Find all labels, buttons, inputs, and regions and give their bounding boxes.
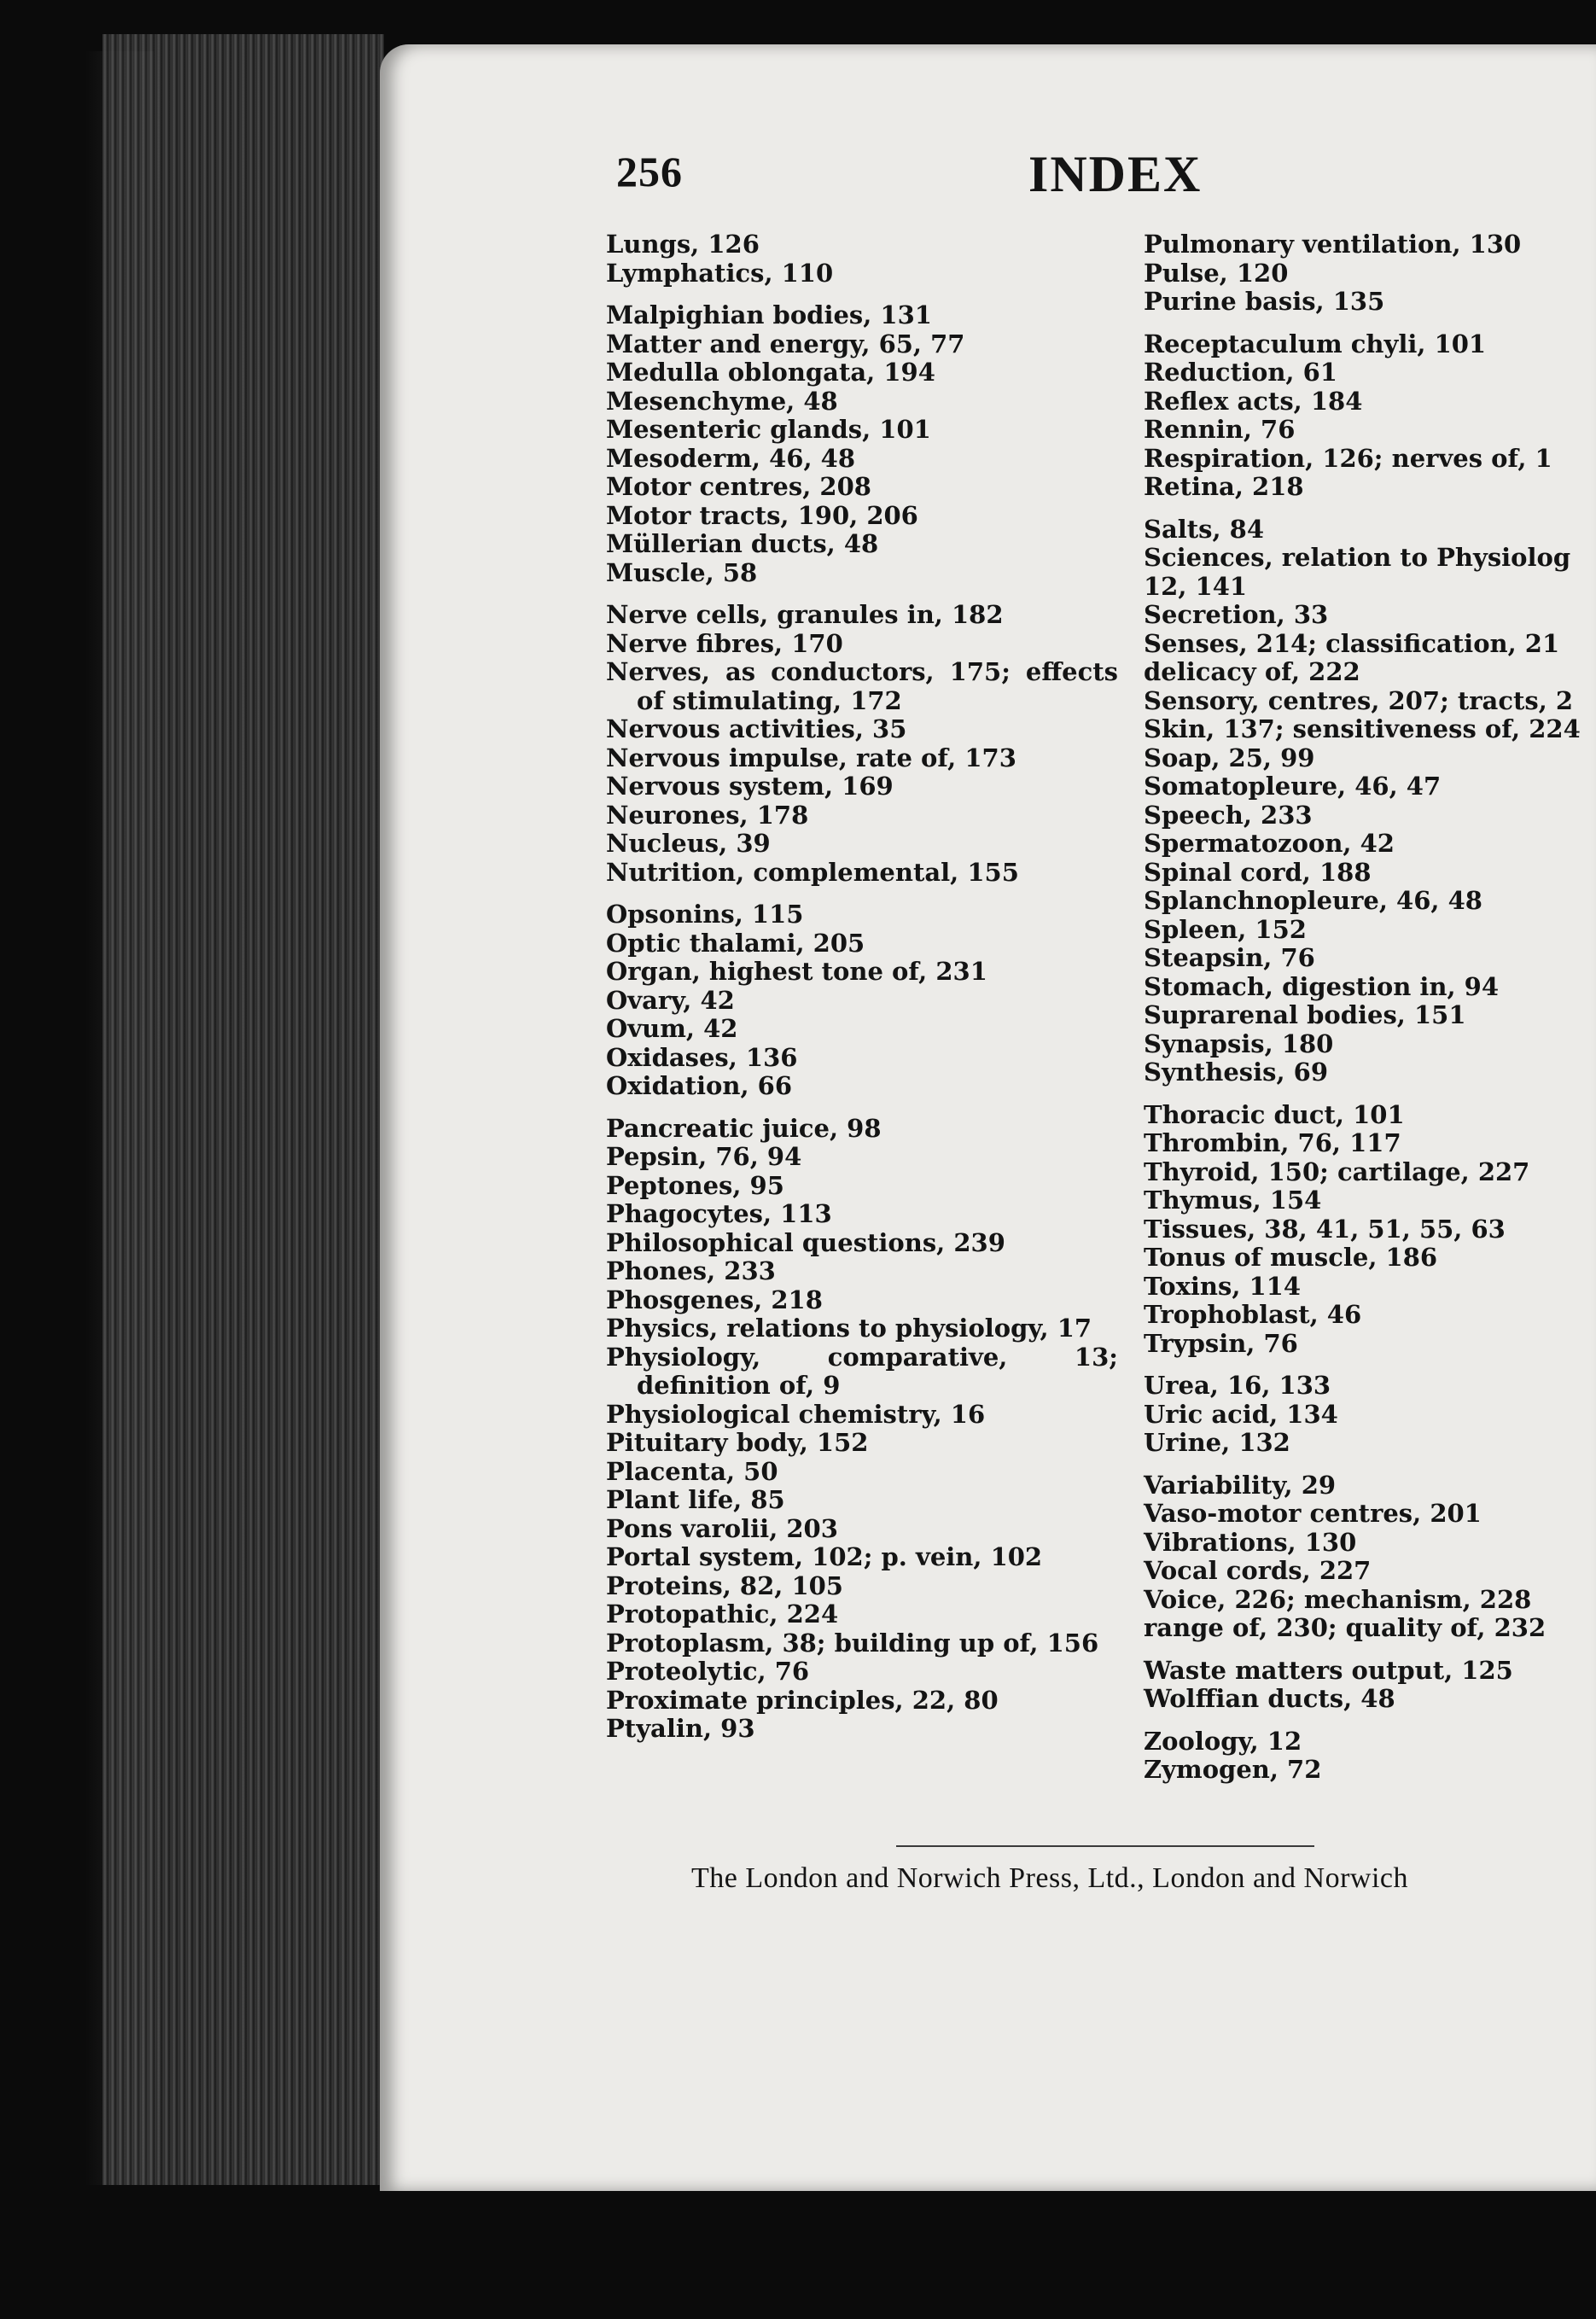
index-entry: Variability, 29 (1144, 1470, 1337, 1500)
index-entry: Senses, 214; classification, 21 (1144, 628, 1560, 658)
index-entry: Vibrations, 130 (1144, 1527, 1357, 1557)
index-entry: Zoology, 12 (1144, 1726, 1302, 1756)
index-entry: Oxidation, 66 (606, 1071, 793, 1100)
index-entry: Sciences, relation to Physiolog (1144, 543, 1571, 572)
index-entry: Receptaculum chyli, 101 (1144, 329, 1487, 358)
index-entry: Rennin, 76 (1144, 415, 1296, 444)
index-entry: Physiological chemistry, 16 (606, 1399, 986, 1429)
index-entry: Medulla oblongata, 194 (606, 358, 935, 387)
index-column-left (606, 230, 1118, 1757)
index-entry: Respiration, 126; nerves of, 1 (1144, 443, 1552, 473)
index-entry: Spermatozoon, 42 (1144, 829, 1395, 858)
index-entry: Synapsis, 180 (1144, 1028, 1334, 1058)
index-entry: Retina, 218 (1144, 472, 1304, 501)
index-entry: Proteins, 82, 105 (606, 1570, 843, 1600)
index-entry: Thrombin, 76, 117 (1144, 1128, 1401, 1157)
index-entry: Ptyalin, 93 (606, 1714, 755, 1743)
index-entry: Matter and energy, 65, 77 (606, 329, 965, 358)
index-entry: Nervous impulse, rate of, 173 (606, 743, 1016, 772)
index-entry: Nervous system, 169 (606, 772, 894, 801)
index-entry: Oxidases, 136 (606, 1042, 798, 1072)
index-entry: Malpighian bodies, 131 (606, 300, 932, 329)
index-entry: Organ, highest tone of, 231 (606, 957, 987, 986)
index-entry: Phagocytes, 113 (606, 1199, 832, 1228)
printer-imprint: The London and Norwich Press, Ltd., London and Norwich (691, 1862, 1409, 1894)
index-entry: Physics, relations to physiology, 17 (606, 1314, 1092, 1343)
index-entry: Nucleus, 39 (606, 829, 771, 858)
index-entry: Reflex acts, 184 (1144, 386, 1363, 416)
index-entry: Peptones, 95 (606, 1170, 784, 1200)
index-entry: Mesenteric glands, 101 (606, 415, 931, 444)
index-entry: Nervous activities, 35 (606, 714, 907, 743)
index-entry: Portal system, 102; p. vein, 102 (606, 1542, 1043, 1571)
book-page (380, 44, 1596, 2191)
index-entry: Nerves, as conductors, 175; effects of stimulating, 172 (606, 657, 1118, 715)
index-entry: Motor centres, 208 (606, 472, 871, 501)
index-entry: Sensory, centres, 207; tracts, 2 (1144, 685, 1574, 715)
index-entry: Lymphatics, 110 (606, 258, 834, 288)
index-entry: Suprarenal bodies, 151 (1144, 1000, 1466, 1029)
index-entry: Salts, 84 (1144, 514, 1265, 544)
book-fore-edge (102, 34, 384, 2185)
index-entry: Speech, 233 (1144, 800, 1313, 830)
index-letter-group (1144, 1728, 1596, 1785)
index-entry: Zymogen, 72 (1144, 1755, 1322, 1784)
index-entry: Optic thalami, 205 (606, 928, 865, 958)
index-entry: Purine basis, 135 (1144, 287, 1385, 316)
page-title: INDEX (1028, 146, 1203, 202)
index-entry: Steapsin, 76 (1144, 943, 1315, 972)
index-entry: Synthesis, 69 (1144, 1058, 1329, 1087)
index-entry: Protoplasm, 38; building up of, 156 (606, 1628, 1099, 1658)
index-entry: Trophoblast, 46 (1144, 1300, 1362, 1329)
index-entry: Thyroid, 150; cartilage, 227 (1144, 1157, 1530, 1186)
index-entry: Vaso-motor centres, 201 (1144, 1499, 1482, 1528)
index-letter-group (1144, 1657, 1596, 1714)
index-entry: Tonus of muscle, 186 (1144, 1243, 1438, 1272)
index-letter-group (606, 1115, 1118, 1744)
index-entry: Mesoderm, 46, 48 (606, 443, 856, 473)
index-entry: Secretion, 33 (1144, 600, 1329, 629)
index-entry: delicacy of, 222 (1144, 657, 1360, 686)
index-entry: Nerve fibres, 170 (606, 628, 843, 658)
index-letter-group (606, 900, 1118, 1101)
index-entry: Soap, 25, 99 (1144, 743, 1315, 772)
index-entry: Placenta, 50 (606, 1456, 778, 1486)
index-entry: Somatopleure, 46, 47 (1144, 772, 1442, 801)
index-entry: Pituitary body, 152 (606, 1428, 869, 1457)
index-entry: Proximate principles, 22, 80 (606, 1685, 999, 1715)
index-entry: Philosophical questions, 239 (606, 1227, 1005, 1257)
page-number: 256 (616, 148, 683, 195)
index-entry: Trypsin, 76 (1144, 1328, 1298, 1358)
index-entry: Pancreatic juice, 98 (606, 1113, 882, 1143)
index-entry: Plant life, 85 (606, 1485, 785, 1514)
index-entry: Spinal cord, 188 (1144, 857, 1372, 887)
index-entry: Voice, 226; mechanism, 228 (1144, 1584, 1532, 1614)
index-entry: Proteolytic, 76 (606, 1657, 810, 1686)
index-entry: Lungs, 126 (606, 230, 760, 259)
index-entry: Nutrition, complemental, 155 (606, 857, 1019, 887)
index-letter-group (1144, 1101, 1596, 1359)
index-entry: Physiology, comparative, 13; definition of, 9 (606, 1342, 1118, 1400)
index-entry: Neurones, 178 (606, 800, 809, 830)
index-entry: Vocal cords, 227 (1144, 1556, 1372, 1585)
index-entry: Opsonins, 115 (606, 900, 804, 929)
index-entry: Pulmonary ventilation, 130 (1144, 230, 1522, 259)
index-entry: Muscle, 58 (606, 557, 758, 587)
index-letter-group (1144, 516, 1596, 1087)
index-entry: Toxins, 114 (1144, 1271, 1302, 1301)
index-letter-group (606, 301, 1118, 587)
index-entry: Stomach, digestion in, 94 (1144, 971, 1500, 1001)
index-entry: Uric acid, 134 (1144, 1399, 1338, 1429)
index-entry: Thymus, 154 (1144, 1186, 1322, 1215)
index-letter-group (606, 601, 1118, 887)
index-entry: Pulse, 120 (1144, 258, 1289, 288)
index-entry: Reduction, 61 (1144, 358, 1337, 387)
index-entry: Urine, 132 (1144, 1428, 1290, 1457)
index-entry: Urea, 16, 133 (1144, 1371, 1331, 1400)
index-entry: Phosgenes, 218 (606, 1285, 823, 1314)
index-entry: Waste matters output, 125 (1144, 1655, 1513, 1685)
index-letter-group (1144, 230, 1596, 317)
index-entry: Pepsin, 76, 94 (606, 1142, 802, 1171)
index-entry: 12, 141 (1144, 571, 1248, 601)
index-column-right (1144, 230, 1596, 1798)
index-entry: Splanchnopleure, 46, 48 (1144, 886, 1482, 915)
footer-rule (896, 1845, 1314, 1847)
index-entry: Wolffian ducts, 48 (1144, 1684, 1395, 1713)
index-entry: Nerve cells, granules in, 182 (606, 600, 1004, 629)
index-entry: Ovum, 42 (606, 1014, 738, 1043)
index-entry: Pons varolii, 203 (606, 1513, 838, 1543)
index-letter-group (606, 230, 1118, 288)
index-entry: range of, 230; quality of, 232 (1144, 1613, 1546, 1642)
index-entry: Spleen, 152 (1144, 914, 1307, 944)
index-letter-group (1144, 1372, 1596, 1458)
index-entry: Mesenchyme, 48 (606, 386, 838, 416)
index-entry: Tissues, 38, 41, 51, 55, 63 (1144, 1214, 1506, 1244)
index-entry: Skin, 137; sensitiveness of, 224 (1144, 714, 1581, 743)
index-letter-group (1144, 330, 1596, 502)
index-entry: Motor tracts, 190, 206 (606, 500, 918, 530)
index-entry: Protopathic, 224 (606, 1599, 839, 1629)
index-entry: Thoracic duct, 101 (1144, 1099, 1405, 1129)
index-entry: Phones, 233 (606, 1256, 776, 1285)
index-entry: Müllerian ducts, 48 (606, 529, 879, 558)
index-letter-group (1144, 1471, 1596, 1643)
index-entry: Ovary, 42 (606, 985, 735, 1015)
